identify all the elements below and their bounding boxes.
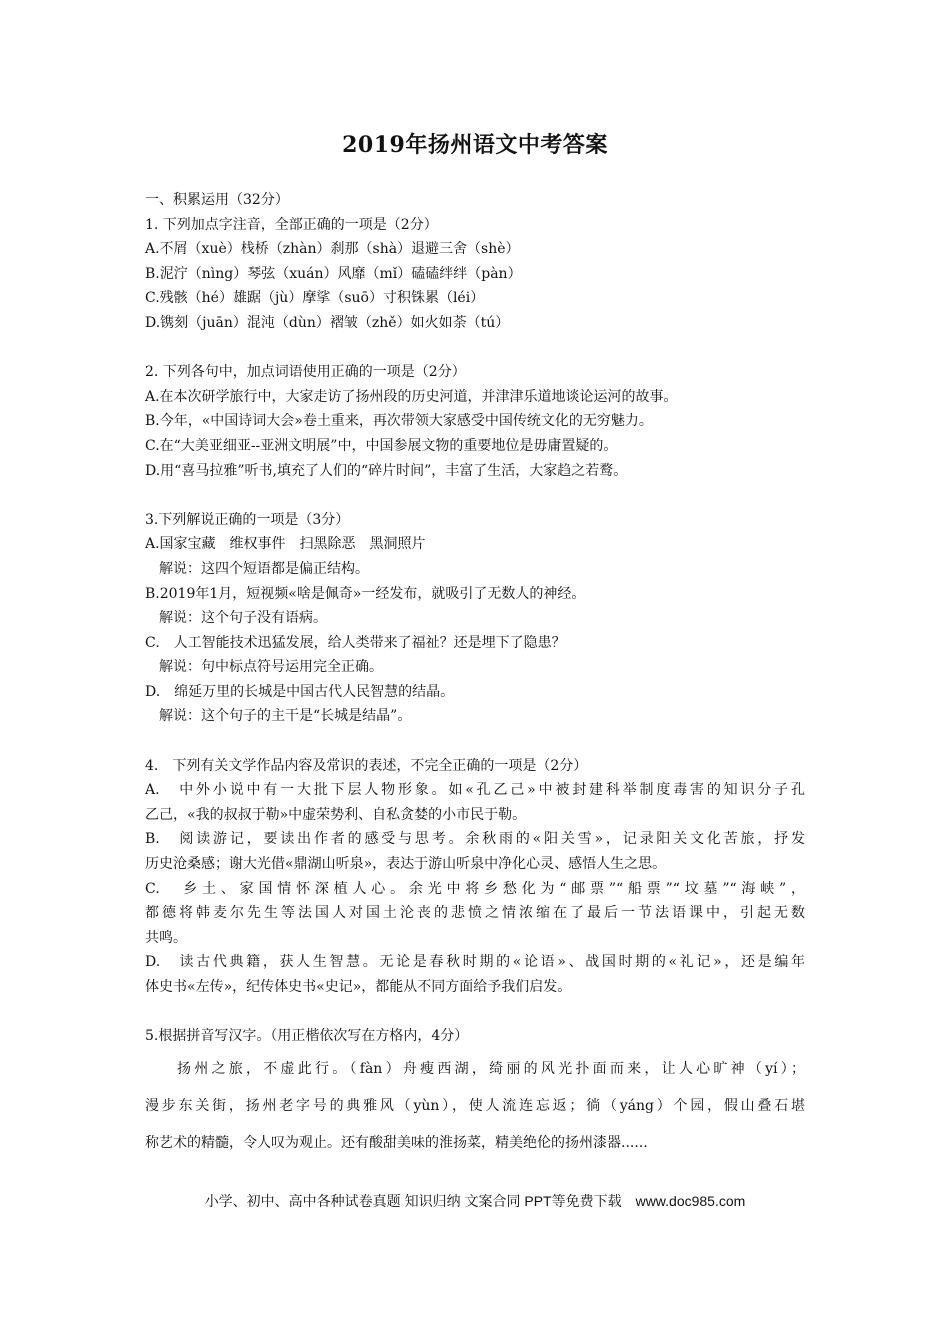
option-b-line-2: 历史沧桑感；谢大光借«鼎湖山听泉»，表达于游山听泉中净化心灵、感悟人生之思。 — [145, 856, 667, 873]
document-body — [145, 188, 805, 1162]
question-stem: 4. 下列有关文学作品内容及常识的表述，不完全正确的一项是（2分） — [145, 757, 588, 774]
document-title: 2019年扬州语文中考答案 — [342, 132, 608, 158]
option-d-line-2: 体史书«左传»，纪传体史书«史记»，都能从不同方面给予我们启发。 — [145, 979, 572, 995]
question-2 — [145, 360, 805, 483]
option-c-explanation: 解说：句中标点符号运用完全正确。 — [159, 659, 383, 676]
footer-banner: 小学、初中、高中各种试卷真题 知识归纳 文案合同 PPT等免费下载 www.doc985.com — [204, 1193, 746, 1209]
option-d: D.用“喜马拉雅”听书,填充了人们的“碎片时间”，丰富了生活，大家趋之若鹜。 — [145, 462, 628, 479]
option-a: A.国家宝藏 维权事件 扫黑除恶 黑洞照片 — [145, 536, 426, 553]
question-5 — [145, 1024, 805, 1162]
question-1 — [145, 213, 805, 336]
option-b: B.今年，«中国诗词大会»卷土重来，再次带领大家感受中国传统文化的无穷魅力。 — [145, 413, 653, 430]
spacer — [145, 729, 805, 754]
option-c: C.在“大美亚细亚--亚洲文明展”中，中国参展文物的重要地位是毋庸置疑的。 — [145, 437, 618, 454]
option-a-line-2: 乙己，«我的叔叔于勒»中虚荣势利、自私贪婪的小市民于勒。 — [145, 806, 527, 823]
option-a-line-1: A. 中外小说中有一大批下层人物形象。如«孔乙己»中被封建科举制度毒害的知识分子孔 — [145, 782, 805, 799]
pinyin-passage — [145, 1051, 805, 1162]
question-4 — [145, 754, 805, 1000]
option-c: C.残骸（hé）雄踞（jù）摩挲（suō）寸积铢累（léi） — [145, 290, 485, 307]
section-heading: 一、积累运用（32分） — [145, 192, 289, 208]
question-stem: 1. 下列加点字注音，全部正确的一项是（2分） — [145, 216, 438, 233]
spacer — [145, 483, 805, 508]
option-b-line-1: B. 阅读游记，要读出作者的感受与思考。余秋雨的«阳关雪»，记录阳关文化苦旅，抒发 — [145, 831, 805, 848]
option-b: B.泥泞（nìng）琴弦（xuán）风靡（mǐ）磕磕绊绊（pàn） — [145, 265, 522, 282]
option-c-line-1: C. 乡土、家国情怀深植人心。余光中将乡愁化为“邮票”“船票”“坟墓”“海峡”， — [145, 880, 805, 897]
option-a-explanation: 解说：这四个短语都是偏正结构。 — [159, 560, 369, 577]
option-d-explanation: 解说：这个句子的主干是“长城是结晶”。 — [159, 708, 412, 725]
option-b: B.2019年1月，短视频«啥是佩奇»一经发布，就吸引了无数人的神经。 — [145, 585, 586, 602]
option-a: A.不屑（xuè）栈桥（zhàn）刹那（shà）退避三舍（shè） — [145, 241, 520, 258]
question-stem: 5.根据拼音写汉字。（用正楷依次写在方格内，4分） — [145, 1028, 469, 1045]
option-b-explanation: 解说：这个句子没有语病。 — [159, 610, 327, 627]
passage-line-2: 漫步东关街，扬州老字号的典雅风（yùn），使人流连忘返；徜（yáng）个园，假山叠石堪 — [145, 1097, 805, 1114]
option-d: D. 绵延万里的长城是中国古代人民智慧的结晶。 — [145, 683, 455, 700]
option-d-line-1: D. 读古代典籍，获人生智慧。无论是春秋时期的«论语»、战国时期的«礼记»，还是编年 — [145, 954, 805, 971]
option-c-line-2: 都德将韩麦尔先生等法国人对国土沦丧的悲愤之情浓缩在了最后一节法语课中，引起无数 — [145, 905, 805, 922]
passage-line-3: 称艺术的精髓，令人叹为观止。还有酸甜美味的淮扬菜，精美绝伦的扬州漆器...... — [145, 1134, 648, 1151]
spacer — [145, 336, 805, 361]
question-stem: 3.下列解说正确的一项是（3分） — [145, 511, 350, 528]
question-3 — [145, 508, 805, 729]
option-a: A.在本次研学旅行中，大家走访了扬州段的历史河道，并津津乐道地谈论运河的故事。 — [145, 388, 678, 405]
spacer — [145, 1000, 805, 1025]
option-c-line-3: 共鸣。 — [145, 929, 187, 946]
option-d: D.镌刻（juān）混沌（dùn）褶皱（zhě）如火如荼（tú） — [145, 314, 510, 331]
question-stem: 2. 下列各句中，加点词语使用正确的一项是（2分） — [145, 364, 466, 381]
option-c: C. 人工智能技术迅猛发展，给人类带来了福祉？还是埋下了隐患？ — [145, 634, 566, 651]
passage-line-1: 扬州之旅，不虚此行。（fàn）舟瘦西湖，绮丽的风光扑面而来，让人心旷神（yí）； — [177, 1060, 805, 1077]
